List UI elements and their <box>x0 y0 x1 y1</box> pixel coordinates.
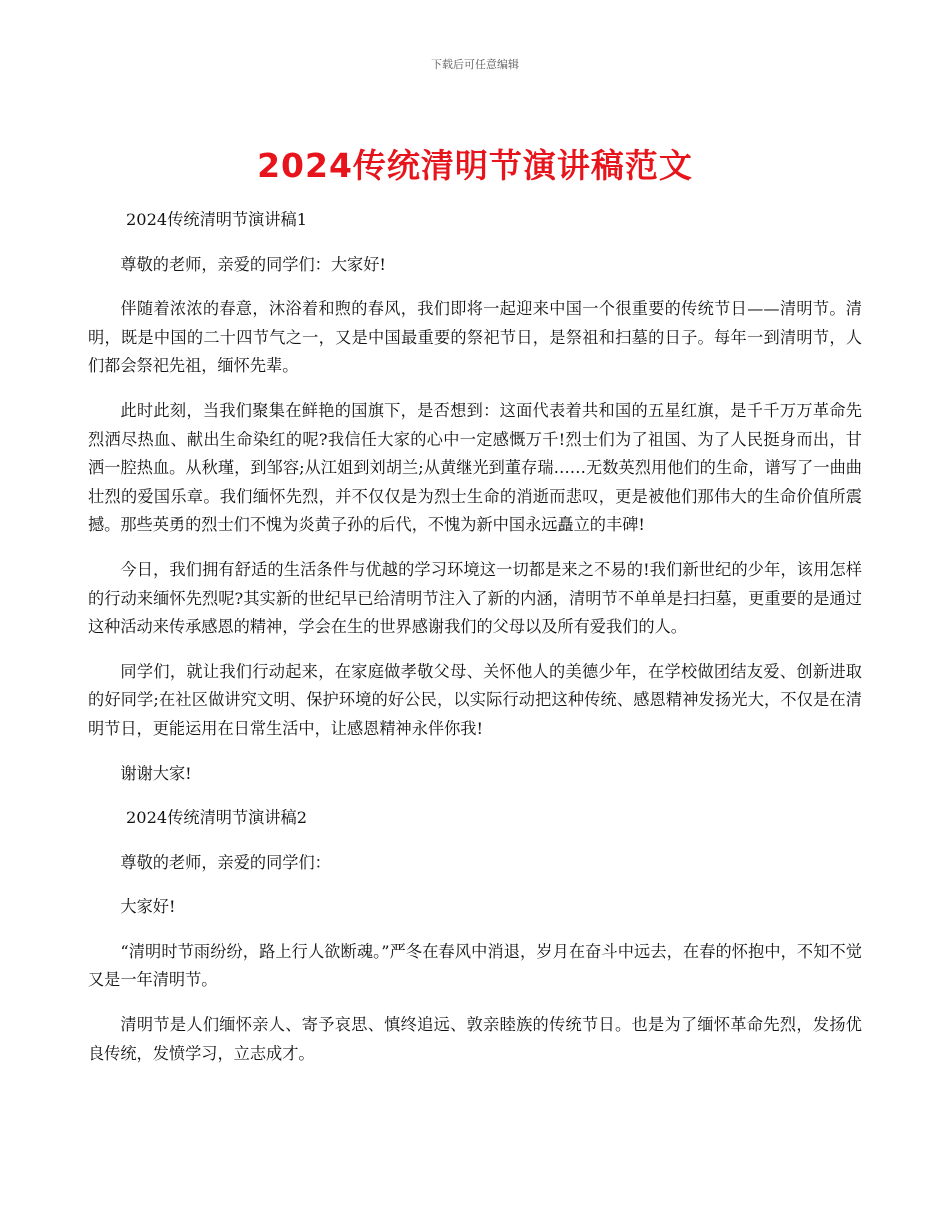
page-header: 下载后可任意编辑 <box>431 58 519 71</box>
document-title: 2024传统清明节演讲稿范文 <box>257 146 693 185</box>
body-paragraph: 清明节是人们缅怀亲人、寄予哀思、慎终追远、敦亲睦族的传统节日。也是为了缅怀革命先烈，发扬优良传统，发愤学习，立志成才。 <box>88 1015 862 1063</box>
greeting-1: 尊敬的老师，亲爱的同学们：大家好! <box>120 254 386 274</box>
body-paragraph: 此时此刻，当我们聚集在鲜艳的国旗下，是否想到：这面代表着共和国的五星红旗，是千千万万革命先烈洒尽热血、献出生命染红的呢?我信任大家的心中一定感慨万千!烈士们为了祖国、为了人民挺身而出，甘洒一腔热血。从秋瑾，到邹容;从江姐到刘胡兰;从黄继光到董存瑞……无数英烈用他们的生命，谱写了一曲曲壮烈的爱国乐章。我们缅怀先烈，并不仅仅是为烈士生命的消逝而悲叹，更是被他们那伟大的生命价值所震撼。那些英勇的烈士们不愧为炎黄子孙的后代，不愧为新中国永远矗立的丰碑! <box>88 400 862 535</box>
body-paragraph: 伴随着浓浓的春意，沐浴着和煦的春风，我们即将一起迎来中国一个很重要的传统节日——清明节。清明，既是中国的二十四节气之一，又是中国最重要的祭祀节日，是祭祖和扫墓的日子。每年一到清明节，人们都会祭祀先祖，缅怀先辈。 <box>88 299 862 376</box>
greeting-2: 尊敬的老师，亲爱的同学们： <box>120 852 331 872</box>
section-heading-2: 2024传统清明节演讲稿2 <box>126 808 307 828</box>
closing-line: 谢谢大家! <box>120 763 192 783</box>
greeting-2-hello: 大家好! <box>120 897 176 917</box>
body-paragraph: “清明时节雨纷纷，路上行人欲断魂。”严冬在春风中消退，岁月在奋斗中远去，在春的怀抱中，不知不觉又是一年清明节。 <box>88 941 862 990</box>
body-paragraph: 同学们，就让我们行动起来，在家庭做孝敬父母、关怀他人的美德少年，在学校做团结友爱、创新进取的好同学;在社区做讲究文明、保护环境的好公民，以实际行动把这种传统、感恩精神发扬光大，不仅是在清明节日，更能运用在日常生活中，让感恩精神永伴你我! <box>88 661 862 738</box>
section-heading-1: 2024传统清明节演讲稿1 <box>126 210 307 229</box>
body-paragraph: 今日，我们拥有舒适的生活条件与优越的学习环境这一切都是来之不易的!我们新世纪的少年，该用怎样的行动来缅怀先烈呢?其实新的世纪早已给清明节注入了新的内涵，清明节不单单是扫扫墓，更重要的是通过这种活动来传承感恩的精神，学会在生的世界感谢我们的父母以及所有爱我们的人。 <box>88 559 862 637</box>
document-body <box>0 206 950 1084</box>
